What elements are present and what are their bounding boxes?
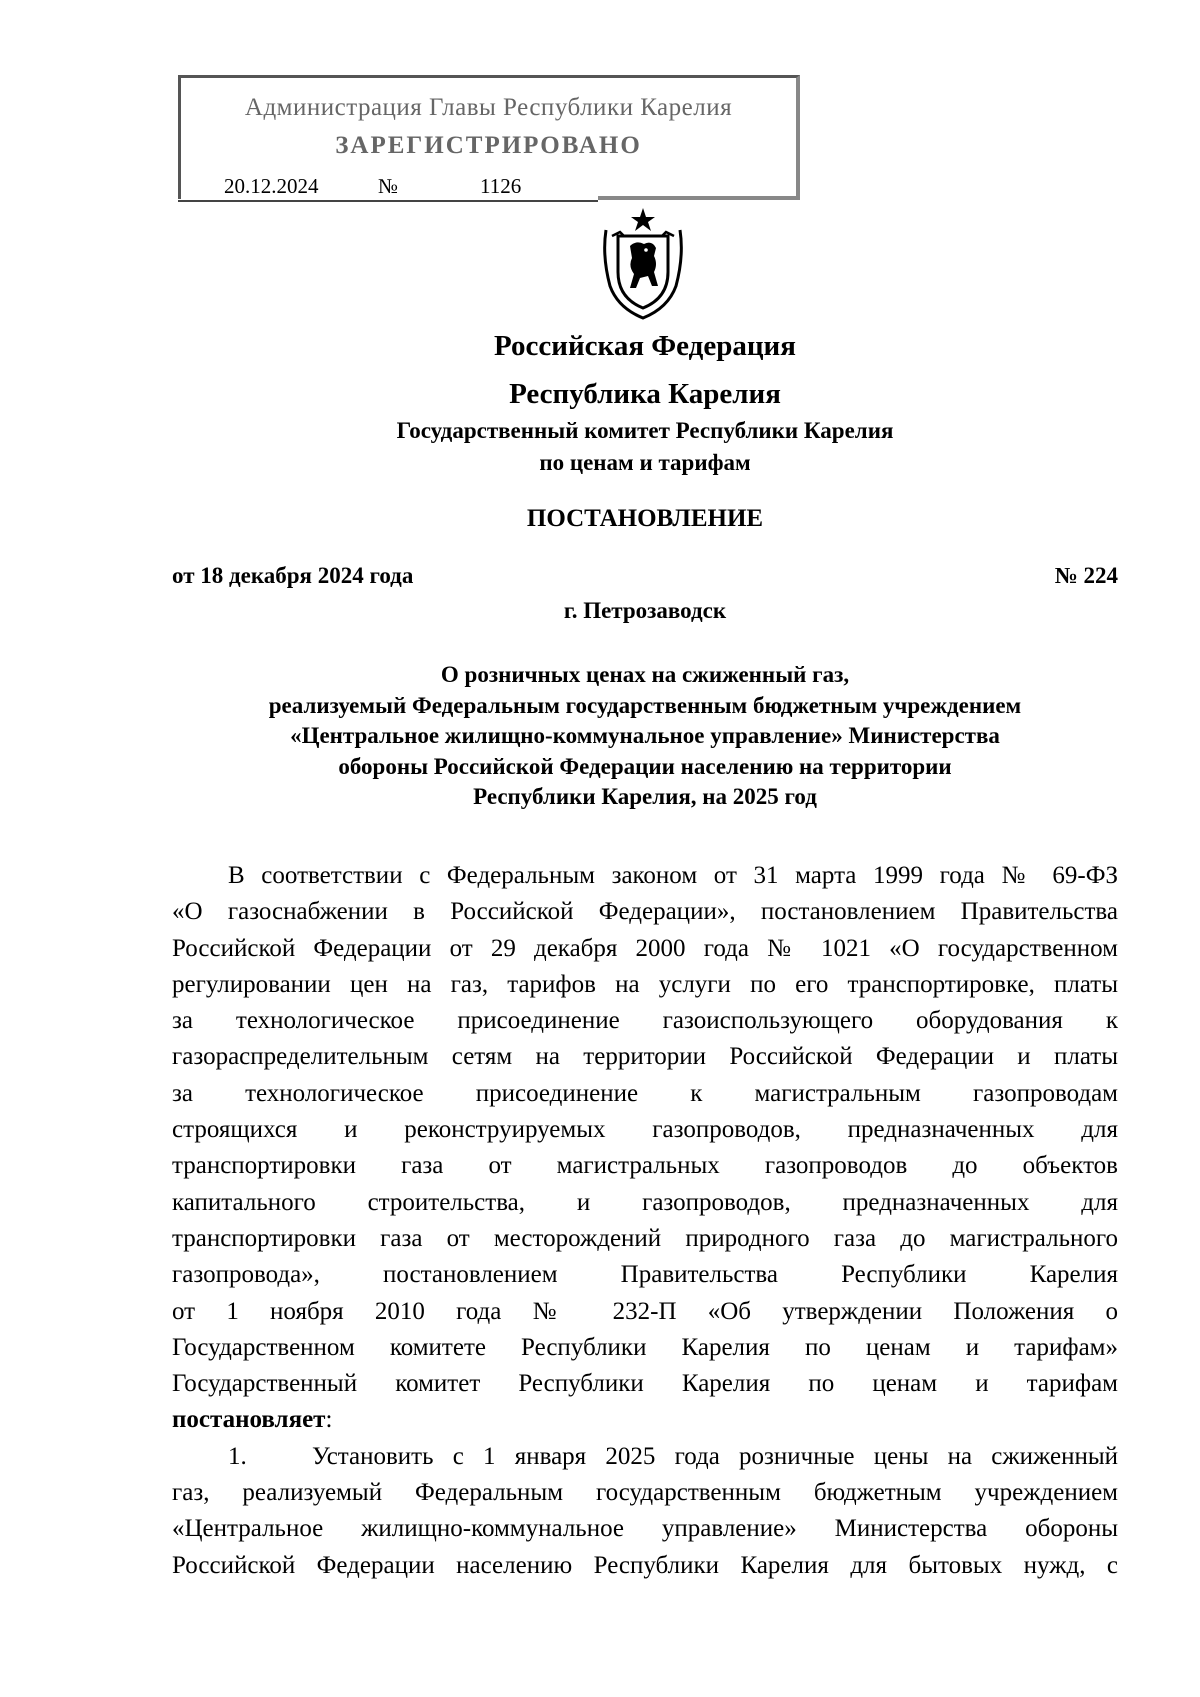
body-line: «Центральное жилищно-коммунальное управление» Министерства обороны <box>172 1515 1118 1543</box>
body-line: капитального строительства, и газопроводов, предназначенных для <box>172 1188 1118 1216</box>
stamp-number-sign: № <box>378 174 399 198</box>
document-date-row <box>172 563 1118 593</box>
body-line: газораспределительным сетям на территории Российской Федерации и платы <box>172 1043 1118 1071</box>
stamp-registration-line <box>178 174 598 202</box>
header-republic: Республика Карелия <box>509 378 781 410</box>
body-line: «О газоснабжении в Российской Федерации», постановлением Правительства <box>172 898 1118 926</box>
title-line: реализуемый Федеральным государственным бюджетным учреждением <box>268 692 1022 718</box>
body-line: от 1 ноября 2010 года № 232-П «Об утверждении Положения о <box>172 1297 1118 1325</box>
body-line: газопровода», постановлением Правительства Республики Карелия <box>172 1261 1118 1289</box>
document-type: ПОСТАНОВЛЕНИЕ <box>526 505 764 532</box>
stamp-status: ЗАРЕГИСТРИРОВАНО <box>335 132 642 159</box>
karelia-coat-of-arms-icon <box>600 206 686 320</box>
title-line: «Центральное жилищно-коммунальное управление» Министерства <box>290 723 1000 748</box>
item-1-first-line <box>172 1439 1118 1475</box>
title-line: Республики Карелия, на 2025 год <box>473 784 817 809</box>
body-line: газ, реализуемый Федеральным государственным бюджетным учреждением <box>172 1479 1118 1507</box>
document-city: г. Петрозаводск <box>563 598 727 623</box>
resolves-punct: : <box>325 1406 333 1434</box>
stamp-organization: Администрация Главы Республики Карелия <box>244 94 733 121</box>
body-line: строящихся и реконструируемых газопроводов, предназначенных для <box>172 1116 1118 1144</box>
body-line: за технологическое присоединение к магистральным газопроводам <box>172 1079 1118 1107</box>
document-title <box>172 660 1118 813</box>
stamp-date: 20.12.2024 <box>224 174 319 198</box>
body-line: за технологическое присоединение газоиспользующего оборудования к <box>172 1007 1118 1035</box>
header-committee-line1: Государственный комитет Республики Карелия <box>396 418 894 443</box>
item-1-number: 1. <box>228 1442 247 1470</box>
body-line: регулировании цен на газ, тарифов на услуги по его транспортировке, платы <box>172 970 1118 998</box>
title-line: О розничных ценах на сжиженный газ, <box>440 662 850 687</box>
document-date: от 18 декабря 2024 года <box>172 563 414 588</box>
document-number: № 224 <box>1054 563 1118 588</box>
body-line: Государственный комитет Республики Карелия по ценам и тарифам <box>172 1370 1118 1398</box>
body-line: В соответствии с Федеральным законом от 31 марта 1999 года № 69-ФЗ <box>228 862 1118 889</box>
body-line: Государственном комитете Республики Карелия по ценам и тарифам» <box>172 1333 1118 1361</box>
resolves-word: постановляет <box>172 1406 326 1434</box>
body-line: транспортировки газа от месторождений природного газа до магистрального <box>172 1224 1118 1252</box>
header-country: Российская Федерация <box>494 330 796 362</box>
stamp-number: 1126 <box>480 174 522 198</box>
body-line: Российской Федерации населению Республики Карелия для бытовых нужд, с <box>172 1551 1118 1579</box>
header-committee-line2: по ценам и тарифам <box>539 450 751 475</box>
body-line: Российской Федерации от 29 декабря 2000 года № 1021 «О государственном <box>172 934 1118 962</box>
title-line: обороны Российской Федерации населению на территории <box>338 753 952 779</box>
body-line: транспортировки газа от магистральных газопроводов до объектов <box>172 1152 1118 1180</box>
document-body <box>172 858 1118 1584</box>
resolves-line <box>172 1402 1118 1438</box>
stamp-border-corner <box>598 196 800 200</box>
item-1-text: Установить с 1 января 2025 года розничные цены на сжиженный <box>312 1442 1118 1470</box>
